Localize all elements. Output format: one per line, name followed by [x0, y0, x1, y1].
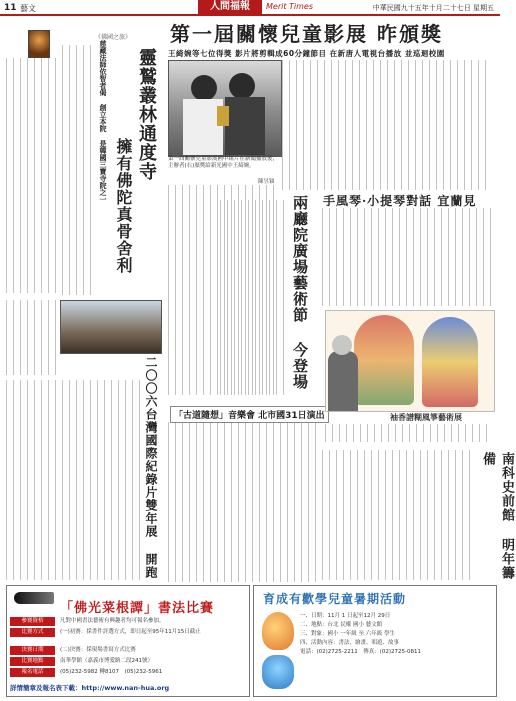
ad-right-lines: [300, 612, 490, 657]
cartoon-icon-2: [262, 655, 294, 689]
left-story-tag: 《佛國之旅》: [95, 34, 132, 41]
ad-right-line-2: 二、地點：台北 民權 國小 藝文館: [300, 622, 383, 628]
left-story-body: [6, 58, 62, 293]
art-caption: 袖香譜糊風箏藝術展: [390, 413, 462, 422]
ad-row-label-1: 參賽資格: [10, 617, 55, 626]
right-story-body: [322, 208, 492, 306]
newspaper-logo-en: Merit Times: [266, 2, 314, 11]
ad-right-line-5: 電話：(02)2725-2211 傳真：(02)2725-0811: [300, 649, 422, 655]
center-story-subtitle: 「古道隨想」音樂會 北市國31日演出: [170, 406, 329, 423]
buddha-portrait: [28, 30, 50, 58]
photo-credit: 陳昱穎: [258, 179, 275, 185]
page-number: 11: [4, 3, 17, 13]
photo-caption: 第一屆關懷兒童影展國中組片在新聞播放後，主辦者(右)頒獎給新光國中王綺婉。: [168, 156, 279, 169]
lead-subtitle: 王綺婉等七位得獎 影片將剪輯成60分鐘節目 在新唐人電視台播放 並巡迴校園: [168, 49, 445, 58]
header-rule: [0, 14, 500, 16]
lead-title: 第一屆關懷兒童影展 昨頒獎: [170, 22, 443, 46]
ad-row-text-5: (05)232-5982 轉8107 (05)232-5961: [60, 669, 163, 675]
docu-story-body: [6, 380, 141, 580]
left-story-subtitle: 慈藏法師依智者偈 創立本院 是韓國三寶寺院之一: [99, 40, 107, 203]
ad-row-text-4: 南華學館（嘉義市博愛路二段241號）: [60, 658, 153, 664]
ad-row-label-5: 報名電話: [10, 668, 55, 677]
temple-photo: [60, 300, 162, 354]
center-story-body-2: [168, 422, 318, 582]
ad-row-text-1: 凡對中國書法藝術有興趣者均可報名參加。: [60, 618, 165, 624]
newspaper-logo: 人間福報: [198, 0, 262, 14]
lead-body-right: [282, 60, 492, 190]
history-story-body: [322, 450, 474, 580]
ad-row-label-3: 決賽日期: [10, 646, 55, 655]
ad-row-text-2: (一)初賽：採書件評選方式，即日起至95年11月15日截止: [60, 629, 201, 635]
docu-story-title: 二〇〇六台灣國際紀錄片雙年展 開跑: [144, 356, 158, 579]
left-story-title-2: 擁有佛陀真骨舍利: [114, 138, 133, 274]
left-story-title-1: 靈鷲叢林通度寺: [136, 48, 157, 181]
left-story-body-3: [6, 300, 58, 375]
ad-row-label-2: 比賽方式: [10, 628, 55, 637]
center-story-body: [220, 200, 286, 395]
brush-icon: [14, 592, 54, 604]
cartoon-icon: [262, 612, 294, 650]
ad-right-line-3: 三、對象：國小 一年級 至 六年級 學生: [300, 631, 395, 637]
right-story-title: 手風琴·小提琴對話 宜蘭見: [323, 194, 477, 208]
section-label: 藝文: [20, 4, 36, 13]
left-story-body-2: [62, 45, 96, 295]
ad-right-title: 育成有歡學兒童暑期活動: [263, 592, 407, 606]
center-story-title: 兩廳院廣場藝術節 今登場: [291, 195, 309, 390]
award-photo: [168, 60, 282, 157]
kite-art-photo: [325, 310, 495, 412]
ad-row-label-4: 比賽地點: [10, 657, 55, 666]
ad-left-footer: 詳情簡章及報名表下載：http://www.nan-hua.org: [10, 684, 170, 692]
ad-right-line-1: 一、日期：11月 1 日起至12月 29日: [300, 613, 391, 619]
ad-left-title: 「佛光菜根譚」書法比賽: [60, 601, 215, 616]
art-caption-body: [325, 424, 493, 442]
history-story-title: 南科史前館 明年籌備: [480, 452, 514, 580]
ad-row-text-3: (二)決賽：採現場書寫方式比賽: [60, 647, 136, 653]
issue-date: 中華民國九十五年十月二十七日 星期五: [372, 4, 494, 12]
ad-right-line-4: 四、活動內容：書法、繪畫、唱遊、故事: [300, 640, 400, 646]
